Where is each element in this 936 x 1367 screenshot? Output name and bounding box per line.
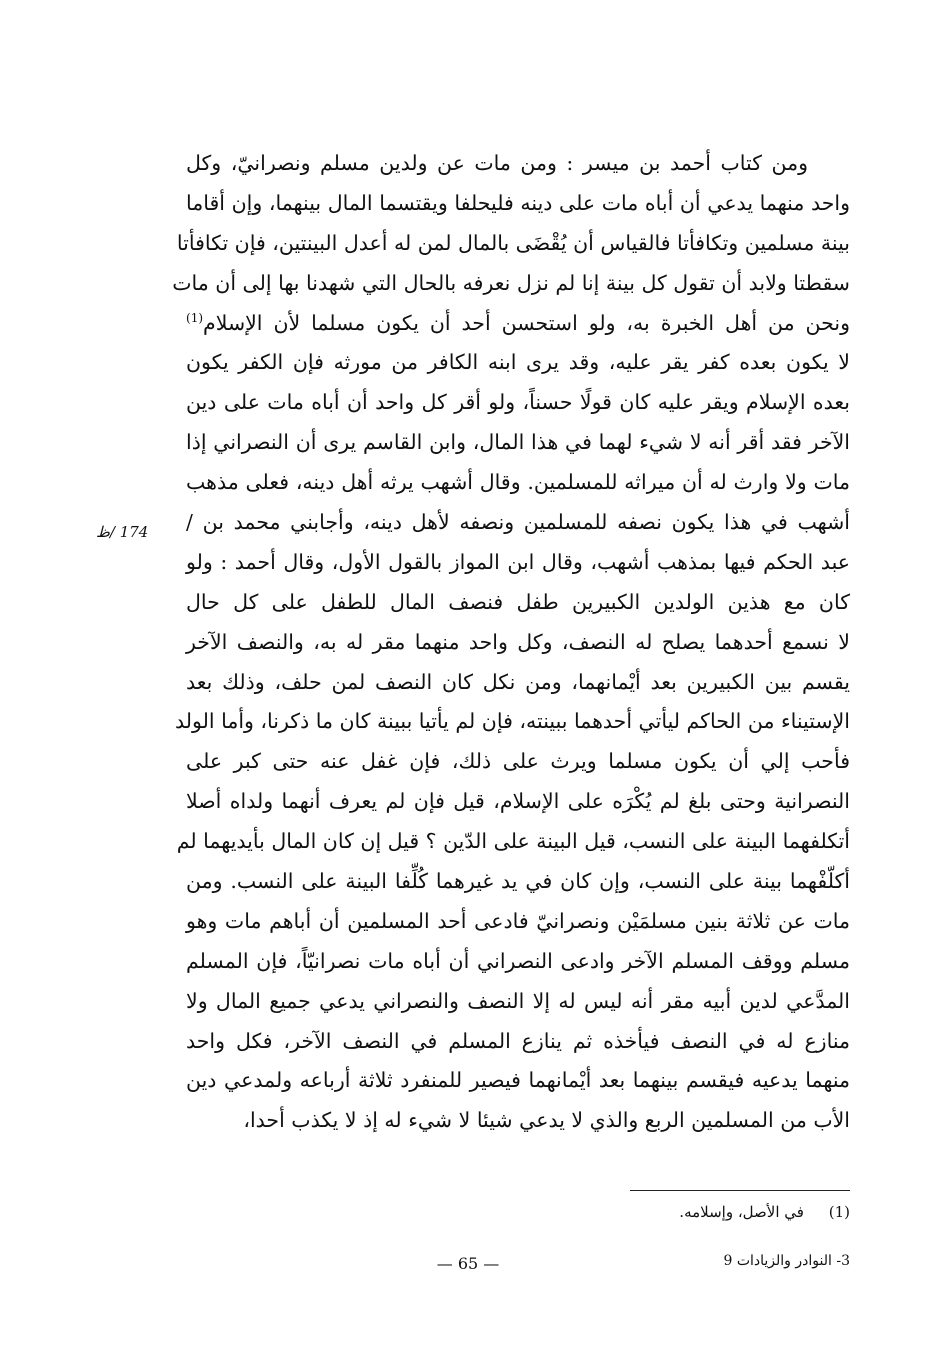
- text-line-15: الإستيناء من الحاكم ليأتي أحدهما ببينته، فإن لم يأتيا ببينة كان ما ذكرنا، وأما الولد: [175, 709, 850, 734]
- text-line-9: مات ولا وارث له أن ميراثه للمسلمين. وقال أشهب يرثه أهل دينه، فعلى مذهب: [186, 470, 850, 495]
- text-line-12: كان مع هذين الولدين الكبيرين طفل فنصف المال للطفل على كل حال: [186, 589, 850, 614]
- text-line-4: سقطتا ولابد أن تقول كل بينة إنا لم نزل نعرفه بالحال التي شهدنا بها إلى أن مات: [172, 270, 850, 295]
- footnote-reference: (1): [186, 310, 204, 325]
- text-line-6: لا يكون بعده كفر يقر عليه، وقد يرى ابنه الكافر من مورثه فإن الكفر يكون: [186, 350, 850, 375]
- text-line-14: يقسم بين الكبيرين بعد أيْمانهما، ومن نكل كان النصف لمن حلف، وذلك بعد: [186, 669, 850, 694]
- text-line-11: عبد الحكم فيها بمذهب أشهب، وقال ابن المواز بالقول الأول، وقال أحمد : ولو: [186, 549, 850, 574]
- text-line-24: منهما يدعيه فيقسم بينهما بعد أيْمانهما فيصير للمنفرد ثلاثة أرباعه ولمدعي دين: [186, 1068, 850, 1093]
- text-line-13: لا نسمع أحدهما يصلح له النصف، وكل واحد منهما مقر له به، والنصف الآخر: [186, 629, 850, 654]
- text-line-17: النصرانية وحتى بلغ لم يُكْرَه على الإسلام، قيل فإن لم يعرف أنهما ولداه أصلا: [186, 789, 850, 814]
- text-line-5-content: ونحن من أهل الخبرة به، ولو استحسن أحد أن يكون مسلما لأن الإسلام: [203, 310, 850, 335]
- text-line-21: مسلم ووقف المسلم الآخر وادعى النصراني أن أباه مات نصرانيّاً، فإن المسلم: [186, 948, 850, 973]
- text-line-22: المدَّعي لدين أبيه مقر أنه ليس له إلا النصف والنصراني يدعي جميع المال ولا: [186, 988, 850, 1013]
- footnote-separator: [630, 1190, 850, 1191]
- footnote-marker: (1): [828, 1203, 850, 1221]
- footnote-text: في الأصل، وإسلامه.: [679, 1203, 804, 1221]
- signature-mark: 3- النوادر والزيادات 9: [723, 1253, 850, 1269]
- page-number: — 65 —: [436, 1254, 500, 1273]
- footnote: [679, 1203, 850, 1221]
- text-line-23: منازع له في النصف فيأخذه ثم ينازع المسلم في النصف الآخر، فكل واحد: [186, 1028, 850, 1053]
- text-line-25: الأب من المسلمين الربع والذي لا يدعي شيئا لا شيء له إذ لا يكذب أحدا،: [243, 1108, 850, 1133]
- text-line-2: واحد منهما يدعي أن أباه مات على دينه فليحلفا ويقتسما المال بينهما، وإن أقاما: [186, 190, 850, 215]
- text-line-7: بعده الإسلام ويقر عليه كان قولًا حسناً، ولو أقر كل واحد أن أباه مات على دين: [186, 390, 850, 415]
- text-line-3: بينة مسلمين وتكافأتا فالقياس أن يُقْضَى بالمال لمن له أعدل البينتين، فإن تكافأتا: [176, 230, 850, 255]
- text-line-8: الآخر فقد أقر أنه لا شيء لهما في هذا المال، وابن القاسم يرى أن النصراني إذا: [186, 430, 850, 455]
- text-line-5: [186, 304, 850, 344]
- text-line-1: ومن كتاب أحمد بن ميسر : ومن مات عن ولدين مسلم ونصرانيّ، وكل: [186, 151, 808, 175]
- text-line-18: أتكلفهما البينة على النسب، قيل البينة على الدّين ؟ قيل إن كان المال بأيديهما لم: [176, 829, 850, 854]
- text-line-16: فأحب إلي أن يكون مسلما ويرث على ذلك، فإن غفل عنه حتى كبر على: [186, 749, 850, 774]
- text-line-19: أكلّفْهما بينة على النسب، وإن كان في يد غيرهما كُلِّفا البينة على النسب. ومن: [186, 869, 850, 894]
- text-line-20: مات عن ثلاثة بنين مسلمَيْن ونصرانيّ فادعى أحد المسلمين أن أباهم مات وهو: [186, 908, 850, 933]
- margin-folio-note: 174 /ظ: [96, 523, 149, 541]
- text-line-10: أشهب في هذا يكون نصفه للمسلمين ونصفه لأهل دينه، وأجابني محمد بن /: [186, 510, 850, 535]
- main-text-block: [172, 144, 850, 1141]
